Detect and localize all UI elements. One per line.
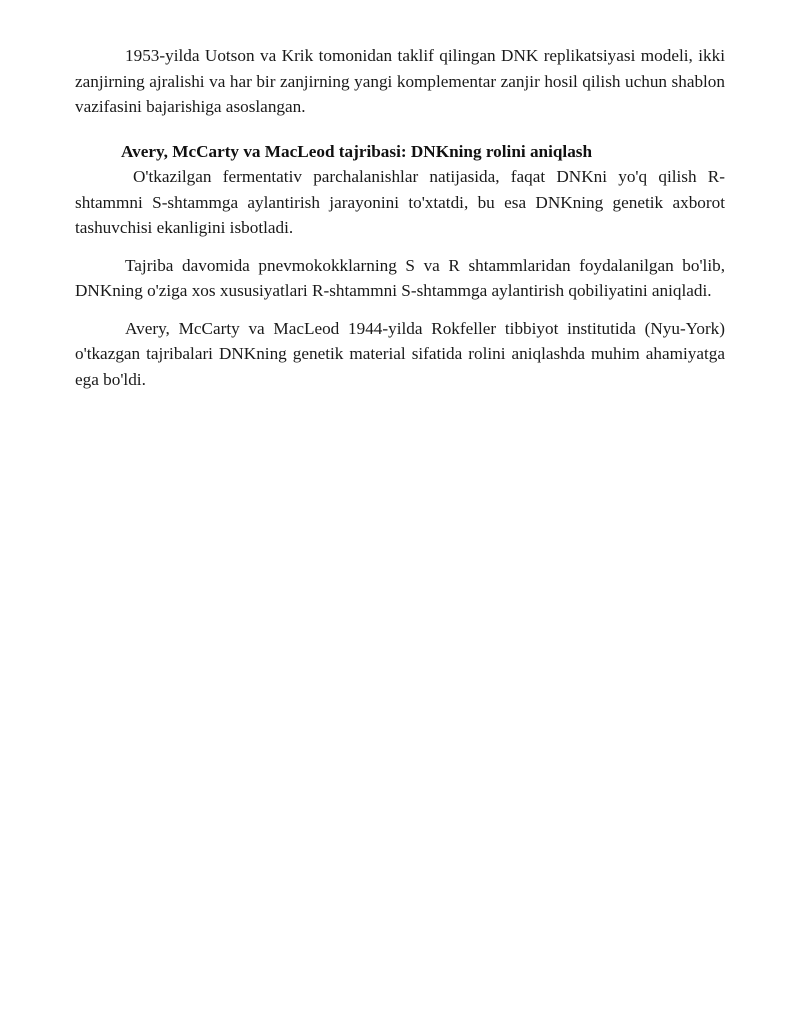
- paragraph-dna-replication-model: 1953-yilda Uotson va Krik tomonidan taklif qilingan DNK replikatsiyasi modeli, ikki zanjirning ajralishi va har bir zanjirning yangi komplementar zanjir hosil qilish uchun shablon vazifasini bajarishiga asoslangan.: [75, 46, 725, 116]
- paragraph-enzymatic-degradation: O'tkazilgan fermentativ parchalanishlar natijasida, faqat DNKni yo'q qilish R-shtammni S-shtammga aylantirish jarayonini to'xtatdi, bu esa DNKning genetik axborot tashuvchisi ekanligini isbotladi.: [75, 167, 725, 237]
- section-heading: Avery, McCarty va MacLeod tajribasi: DNKning rolini aniqlash: [121, 141, 593, 161]
- paragraph-rockefeller-experiments: Avery, McCarty va MacLeod 1944-yilda Rokfeller tibbiyot institutida (Nyu-York) o'tkazgan tajribalari DNKning genetik material sifatida rolini aniqlashda muhim ahamiyatga ega bo'ldi.: [75, 318, 725, 389]
- paragraph-pneumococcus-strains: Tajriba davomida pnevmokokklarning S va R shtammlaridan foydalanilgan bo'lib, DNKning o'ziga xos xususiyatlari R-shtammni S-shtammga aylantirish qobiliyatini aniqladi.: [75, 255, 725, 300]
- document-body: [75, 43, 725, 392]
